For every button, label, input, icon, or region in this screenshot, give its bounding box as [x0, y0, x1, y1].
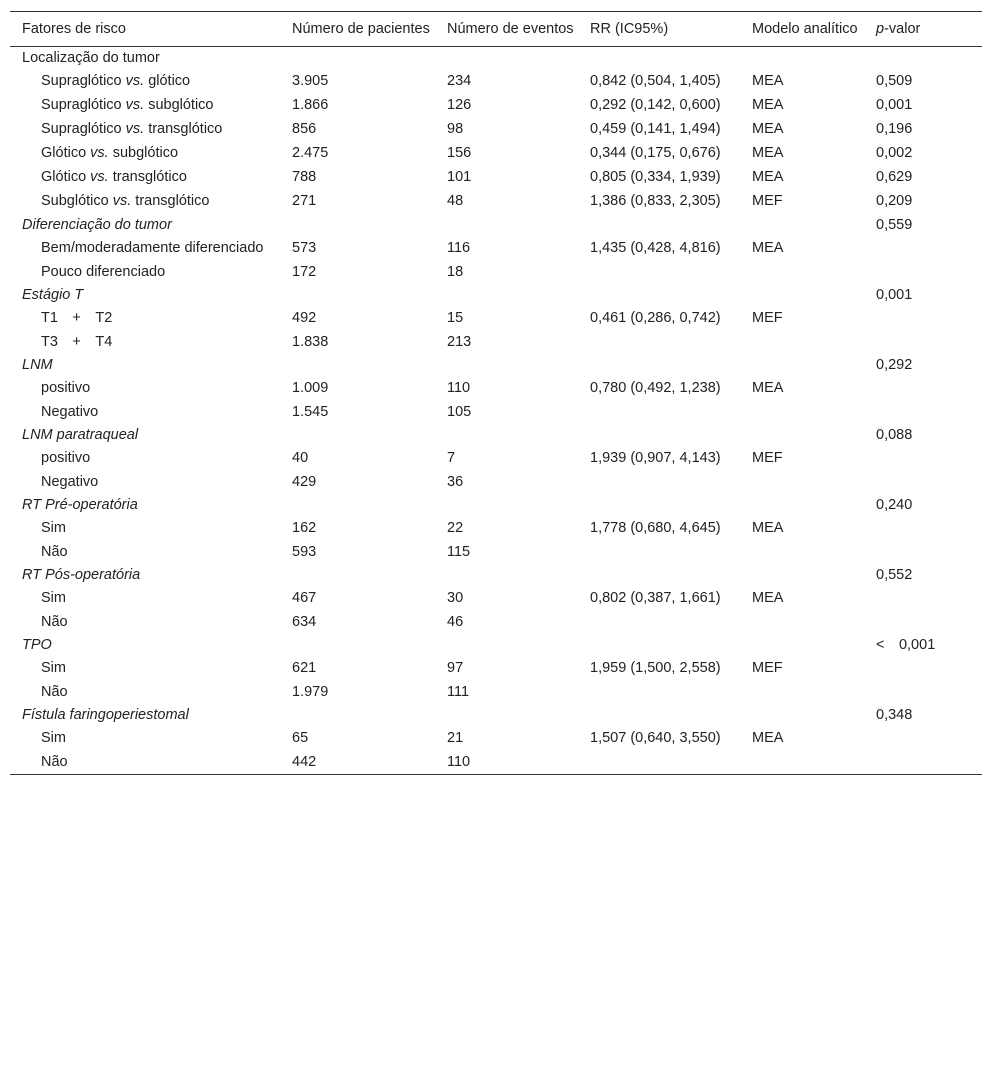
- patients-cell: [280, 284, 435, 307]
- rr-cell: 1,939 (0,907, 4,143): [590, 450, 721, 466]
- p-value-cell: [864, 517, 982, 541]
- table-row: [10, 681, 982, 704]
- header-p-value: [864, 12, 982, 47]
- rr-cell: [578, 611, 740, 634]
- model-cell: [740, 751, 864, 775]
- table-group-row: [10, 284, 982, 307]
- factor-label: Supraglótico: [41, 97, 126, 113]
- p-value-cell: [864, 727, 982, 751]
- model-cell: MEA: [752, 590, 784, 606]
- p-value-cell: 0,088: [876, 427, 913, 443]
- table-row: [10, 237, 982, 261]
- rr-cell: 0,461 (0,286, 0,742): [590, 310, 721, 326]
- factor-label: Sim: [41, 590, 66, 606]
- p-value-cell: [864, 471, 982, 494]
- table-row: [10, 587, 982, 611]
- model-cell: [740, 494, 864, 517]
- factor-label: Negativo: [41, 404, 99, 420]
- rr-cell: [578, 681, 740, 704]
- model-cell: MEA: [752, 97, 784, 113]
- model-cell: [740, 611, 864, 634]
- model-cell: [740, 331, 864, 354]
- p-value-cell: [864, 331, 982, 354]
- p-value-cell: < 0,001: [876, 637, 936, 653]
- events-cell: 7: [447, 450, 456, 466]
- p-value-cell: [864, 261, 982, 284]
- events-cell: 234: [447, 73, 472, 89]
- events-cell: 110: [447, 380, 471, 396]
- header-p-prefix: p: [876, 21, 885, 37]
- p-value-cell: 0,001: [876, 97, 913, 113]
- versus-label: vs.: [125, 97, 145, 113]
- table-row: [10, 377, 982, 401]
- factor-label: T1 + T2: [41, 310, 113, 326]
- patients-cell: [280, 214, 435, 237]
- events-cell: 101: [447, 169, 472, 185]
- group-label: Localização do tumor: [22, 50, 160, 66]
- rr-cell: 0,805 (0,334, 1,939): [590, 169, 721, 185]
- model-cell: [740, 704, 864, 727]
- patients-cell: 40: [292, 450, 309, 466]
- patients-cell: [280, 494, 435, 517]
- p-value-cell: 0,196: [876, 121, 913, 137]
- model-cell: [740, 284, 864, 307]
- factor-label-suffix: subglótico: [144, 97, 214, 113]
- table-row: [10, 307, 982, 331]
- patients-cell: 1.866: [292, 97, 329, 113]
- factor-cell: [10, 70, 280, 94]
- rr-cell: [578, 331, 740, 354]
- table-row: [10, 401, 982, 424]
- events-cell: 105: [447, 404, 472, 420]
- factor-label: Não: [41, 544, 68, 560]
- patients-cell: [280, 634, 435, 657]
- model-cell: MEA: [752, 520, 784, 536]
- header-p-suffix: -valor: [884, 21, 921, 37]
- factor-label: Pouco diferenciado: [41, 264, 166, 280]
- p-value-cell: [864, 307, 982, 331]
- rr-cell: 1,778 (0,680, 4,645): [590, 520, 721, 536]
- table-row: [10, 471, 982, 494]
- rr-cell: 0,802 (0,387, 1,661): [590, 590, 721, 606]
- rr-cell: [578, 564, 740, 587]
- patients-cell: 573: [292, 240, 317, 256]
- model-cell: [740, 471, 864, 494]
- p-value-cell: 0,509: [876, 73, 913, 89]
- versus-label: vs.: [125, 73, 145, 89]
- group-label: LNM: [22, 357, 53, 373]
- table-row: [10, 331, 982, 354]
- patients-cell: 621: [292, 660, 317, 676]
- patients-cell: 492: [292, 310, 317, 326]
- events-cell: 97: [447, 660, 464, 676]
- model-cell: MEA: [752, 730, 784, 746]
- model-cell: [740, 564, 864, 587]
- table-row: [10, 541, 982, 564]
- events-cell: 48: [447, 193, 464, 209]
- model-cell: [740, 424, 864, 447]
- patients-cell: 162: [292, 520, 317, 536]
- patients-cell: 788: [292, 169, 317, 185]
- rr-cell: [578, 471, 740, 494]
- patients-cell: [280, 47, 435, 71]
- group-label: Estágio T: [22, 287, 84, 303]
- factor-cell: [10, 142, 280, 166]
- events-cell: [435, 214, 578, 237]
- table-group-row: [10, 47, 982, 71]
- table-group-row: [10, 634, 982, 657]
- events-cell: 18: [447, 264, 464, 280]
- model-cell: MEA: [752, 145, 784, 161]
- p-value-cell: [864, 587, 982, 611]
- table-row: [10, 142, 982, 166]
- table-row: [10, 118, 982, 142]
- events-cell: [435, 47, 578, 71]
- model-cell: MEA: [752, 73, 784, 89]
- factor-cell: [10, 727, 280, 751]
- p-value-cell: [864, 611, 982, 634]
- group-label-cell: [10, 354, 280, 377]
- model-cell: [740, 261, 864, 284]
- model-cell: [740, 541, 864, 564]
- factor-label: Negativo: [41, 474, 99, 490]
- factor-label: Não: [41, 684, 68, 700]
- patients-cell: 1.545: [292, 404, 329, 420]
- group-label: RT Pré-operatória: [22, 497, 138, 513]
- factor-cell: [10, 261, 280, 284]
- factor-cell: [10, 517, 280, 541]
- rr-cell: [578, 634, 740, 657]
- events-cell: [435, 354, 578, 377]
- p-value-cell: 0,001: [876, 287, 913, 303]
- p-value-cell: [864, 681, 982, 704]
- factor-cell: [10, 587, 280, 611]
- p-value-cell: [864, 447, 982, 471]
- factor-cell: [10, 190, 280, 214]
- p-value-cell: [864, 237, 982, 261]
- table-row: [10, 447, 982, 471]
- events-cell: 115: [447, 544, 471, 560]
- group-label-cell: [10, 424, 280, 447]
- p-value-cell: 0,559: [876, 217, 913, 233]
- patients-cell: 442: [292, 754, 317, 770]
- model-cell: [740, 47, 864, 71]
- factor-label: T3 + T4: [41, 334, 113, 350]
- rr-cell: 1,435 (0,428, 4,816): [590, 240, 721, 256]
- group-label-cell: [10, 214, 280, 237]
- factor-label: Sim: [41, 660, 66, 676]
- table-row: [10, 261, 982, 284]
- rr-cell: [578, 261, 740, 284]
- rr-cell: [578, 751, 740, 775]
- table-body: [10, 47, 982, 775]
- table-header: [10, 12, 982, 47]
- header-factor: Fatores de risco: [22, 21, 126, 37]
- table-row: [10, 94, 982, 118]
- p-value-cell: 0,348: [876, 707, 913, 723]
- table-group-row: [10, 494, 982, 517]
- factor-label: Supraglótico: [41, 73, 126, 89]
- patients-cell: [280, 354, 435, 377]
- group-label-cell: [10, 704, 280, 727]
- factor-cell: [10, 94, 280, 118]
- rr-cell: 0,459 (0,141, 1,494): [590, 121, 721, 137]
- events-cell: [435, 284, 578, 307]
- model-cell: [740, 681, 864, 704]
- group-label: TPO: [22, 637, 52, 653]
- factor-label-suffix: transglótico: [131, 193, 210, 209]
- table-row: [10, 70, 982, 94]
- table-group-row: [10, 704, 982, 727]
- factor-label-suffix: subglótico: [108, 145, 179, 161]
- group-label: RT Pós-operatória: [22, 567, 141, 583]
- group-label: Fístula faringoperiestomal: [22, 707, 189, 723]
- events-cell: [435, 564, 578, 587]
- rr-cell: [578, 214, 740, 237]
- model-cell: [740, 634, 864, 657]
- model-cell: MEA: [752, 380, 784, 396]
- header-rr: RR (IC95%): [590, 21, 669, 37]
- table-row: [10, 517, 982, 541]
- model-cell: MEF: [752, 660, 783, 676]
- factor-label: Subglótico: [41, 193, 113, 209]
- table-group-row: [10, 214, 982, 237]
- group-label-cell: [10, 634, 280, 657]
- events-cell: 30: [447, 590, 464, 606]
- group-label: Diferenciação do tumor: [22, 217, 172, 233]
- factor-cell: [10, 541, 280, 564]
- p-value-cell: 0,629: [876, 169, 913, 185]
- model-cell: [740, 354, 864, 377]
- factor-label: positivo: [41, 450, 91, 466]
- versus-label: vs.: [90, 145, 109, 161]
- header-patients: Número de pacientes: [292, 21, 430, 37]
- rr-cell: [578, 704, 740, 727]
- factor-cell: [10, 681, 280, 704]
- table-row: [10, 727, 982, 751]
- events-cell: 36: [447, 474, 464, 490]
- versus-label: vs.: [125, 121, 145, 137]
- table-row: [10, 166, 982, 190]
- rr-cell: [578, 424, 740, 447]
- factor-cell: [10, 447, 280, 471]
- p-value-cell: 0,240: [876, 497, 913, 513]
- p-value-cell: 0,292: [876, 357, 913, 373]
- patients-cell: 271: [292, 193, 317, 209]
- p-value-cell: 0,552: [876, 567, 913, 583]
- events-cell: 111: [447, 684, 470, 700]
- factor-label-suffix: glótico: [144, 73, 191, 89]
- model-cell: MEA: [752, 240, 784, 256]
- factor-label: Supraglótico: [41, 121, 126, 137]
- table-row: [10, 657, 982, 681]
- factor-cell: [10, 237, 280, 261]
- header-row: [10, 12, 982, 47]
- rr-cell: [578, 354, 740, 377]
- table-row: [10, 751, 982, 775]
- factor-label: Glótico: [41, 145, 91, 161]
- events-cell: [435, 494, 578, 517]
- factor-cell: [10, 657, 280, 681]
- model-cell: MEA: [752, 169, 784, 185]
- factor-cell: [10, 751, 280, 775]
- table-group-row: [10, 354, 982, 377]
- factor-cell: [10, 331, 280, 354]
- factor-cell: [10, 401, 280, 424]
- group-label-cell: [10, 564, 280, 587]
- events-cell: 126: [447, 97, 472, 113]
- factor-label: Não: [41, 754, 68, 770]
- model-cell: MEA: [752, 121, 784, 137]
- events-cell: [435, 424, 578, 447]
- patients-cell: 65: [292, 730, 309, 746]
- events-cell: 15: [447, 310, 464, 326]
- model-cell: MEF: [752, 310, 783, 326]
- patients-cell: 429: [292, 474, 317, 490]
- patients-cell: [280, 564, 435, 587]
- factor-cell: [10, 611, 280, 634]
- factor-label: Glótico: [41, 169, 91, 185]
- patients-cell: [280, 704, 435, 727]
- p-value-cell: 0,209: [876, 193, 913, 209]
- group-label: LNM paratraqueal: [22, 427, 139, 443]
- rr-cell: 1,386 (0,833, 2,305): [590, 193, 721, 209]
- table-row: [10, 190, 982, 214]
- patients-cell: 593: [292, 544, 317, 560]
- events-cell: 98: [447, 121, 464, 137]
- header-model: Modelo analítico: [752, 21, 858, 37]
- p-value-cell: [864, 377, 982, 401]
- group-label-cell: [10, 284, 280, 307]
- events-cell: [435, 704, 578, 727]
- events-cell: 110: [447, 754, 471, 770]
- events-cell: 156: [447, 145, 472, 161]
- p-value-cell: [864, 47, 982, 71]
- rr-cell: [578, 541, 740, 564]
- rr-cell: 0,344 (0,175, 0,676): [590, 145, 721, 161]
- events-cell: 21: [447, 730, 464, 746]
- rr-cell: 0,842 (0,504, 1,405): [590, 73, 721, 89]
- p-value-cell: [864, 657, 982, 681]
- versus-label: vs.: [112, 193, 132, 209]
- model-cell: [740, 214, 864, 237]
- p-value-cell: [864, 401, 982, 424]
- factor-label: Sim: [41, 730, 66, 746]
- patients-cell: 634: [292, 614, 317, 630]
- model-cell: MEF: [752, 193, 783, 209]
- patients-cell: 2.475: [292, 145, 329, 161]
- rr-cell: 1,959 (1,500, 2,558): [590, 660, 721, 676]
- versus-label: vs.: [90, 169, 109, 185]
- patients-cell: [280, 424, 435, 447]
- rr-cell: 0,292 (0,142, 0,600): [590, 97, 721, 113]
- patients-cell: 467: [292, 590, 317, 606]
- factor-label-suffix: transglótico: [108, 169, 187, 185]
- group-label-cell: [10, 494, 280, 517]
- events-cell: 213: [447, 334, 472, 350]
- rr-cell: [578, 401, 740, 424]
- p-value-cell: [864, 751, 982, 775]
- rr-cell: [578, 494, 740, 517]
- rr-cell: 1,507 (0,640, 3,550): [590, 730, 721, 746]
- table-group-row: [10, 564, 982, 587]
- factor-label: Não: [41, 614, 68, 630]
- factor-cell: [10, 377, 280, 401]
- model-cell: MEF: [752, 450, 783, 466]
- patients-cell: 1.838: [292, 334, 329, 350]
- rr-cell: 0,780 (0,492, 1,238): [590, 380, 721, 396]
- p-value-cell: [864, 541, 982, 564]
- factor-label-suffix: transglótico: [144, 121, 223, 137]
- factor-cell: [10, 166, 280, 190]
- factor-label: positivo: [41, 380, 91, 396]
- events-cell: 22: [447, 520, 464, 536]
- patients-cell: 856: [292, 121, 317, 137]
- patients-cell: 1.009: [292, 380, 329, 396]
- table-group-row: [10, 424, 982, 447]
- rr-cell: [578, 284, 740, 307]
- patients-cell: 172: [292, 264, 317, 280]
- table-row: [10, 611, 982, 634]
- events-cell: 116: [447, 240, 471, 256]
- events-cell: 46: [447, 614, 464, 630]
- risk-factors-table: [10, 11, 982, 775]
- factor-cell: [10, 471, 280, 494]
- factor-cell: [10, 307, 280, 331]
- factor-cell: [10, 118, 280, 142]
- header-events: Número de eventos: [447, 21, 574, 37]
- events-cell: [435, 634, 578, 657]
- factor-label: Bem/moderadamente diferenciado: [41, 240, 264, 256]
- p-value-cell: 0,002: [876, 145, 913, 161]
- patients-cell: 1.979: [292, 684, 329, 700]
- factor-label: Sim: [41, 520, 66, 536]
- patients-cell: 3.905: [292, 73, 329, 89]
- group-label-cell: [10, 47, 280, 71]
- rr-cell: [578, 47, 740, 71]
- model-cell: [740, 401, 864, 424]
